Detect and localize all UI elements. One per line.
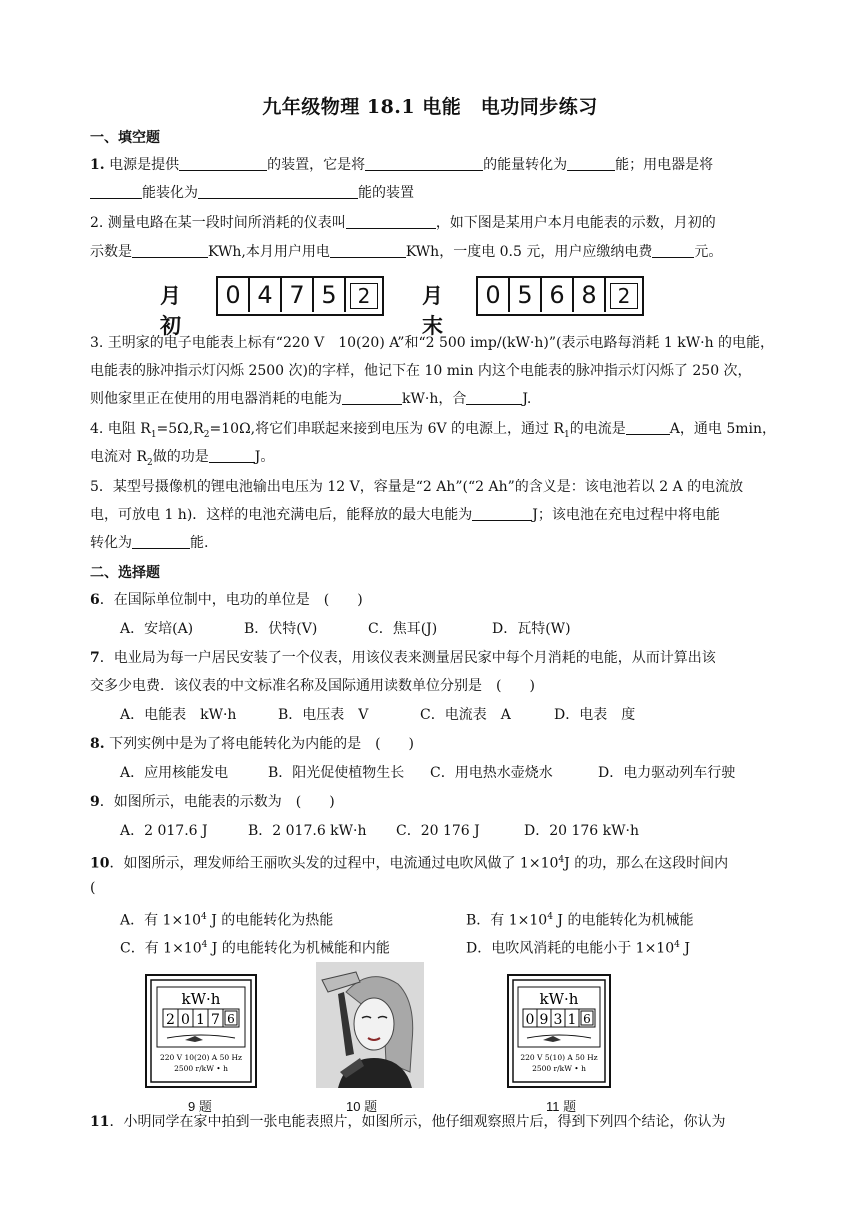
meter-digit: 2 — [166, 1012, 175, 1028]
question-10-options — [120, 907, 760, 957]
q1-text: 能；用电器是将 — [615, 157, 714, 173]
superscript: 4 — [201, 912, 207, 922]
option-a[interactable] — [120, 907, 333, 931]
option-c[interactable] — [120, 935, 390, 959]
q8-text: 下列实例中是为了将电能转化为内能的是 ( ) — [104, 736, 414, 752]
subscript: 2 — [203, 429, 210, 440]
question-9-options — [120, 821, 639, 841]
q9-text: ．如图所示，电能表的示数为 ( ) — [99, 794, 335, 810]
answer-blank[interactable] — [342, 390, 402, 405]
q4-text: =5Ω,R — [156, 421, 204, 437]
meter-unit: kW·h — [181, 990, 221, 1008]
answer-blank[interactable] — [472, 506, 532, 521]
answer-blank[interactable] — [330, 243, 406, 258]
q10-text: J 的功，那么在这段时间内 — [564, 855, 729, 872]
digit: 4 — [250, 278, 282, 312]
question-6 — [90, 590, 770, 610]
option-text: J 的电能转化为机械能和内能 — [207, 940, 390, 957]
q4-text: 做的功是 — [152, 449, 209, 465]
answer-blank[interactable] — [132, 534, 190, 549]
digit: 8 — [574, 278, 606, 312]
question-11 — [90, 1112, 770, 1132]
question-3-line-2: 电能表的脉冲指示灯闪烁 2500 次)的字样，他记下在 10 min 内这个电能表的脉冲指示灯闪烁了 250 次， — [90, 363, 752, 379]
q1-text: 的装置，它是将 — [267, 157, 366, 173]
question-3-line-1: 3. 王明家的电子电能表上标有“220 V 10(20) A”和“2 500 imp/(kW·h)”(表示电路每消耗 1 kW·h 的电能， — [90, 335, 775, 351]
answer-blank[interactable] — [209, 448, 255, 463]
option-b[interactable]: B．伏特(V) — [244, 621, 318, 637]
meter-digit: 1 — [196, 1012, 205, 1028]
answer-blank[interactable] — [626, 420, 670, 435]
section-fill-in: 一、填空题 — [90, 130, 160, 146]
q4-text: 4. 电阻 R — [90, 421, 151, 437]
meter-spec: 2500 r/kW • h — [174, 1064, 228, 1073]
question-7-number: 7 — [90, 650, 100, 666]
question-10-line-2: ( — [90, 880, 96, 896]
section-multiple-choice: 二、选择题 — [90, 565, 160, 581]
option-a[interactable]: A．2 017.6 J — [120, 823, 208, 839]
meter-unit: kW·h — [539, 990, 579, 1008]
digit: 5 — [510, 278, 542, 312]
question-8 — [90, 734, 770, 754]
option-text: D．电吹风消耗的电能小于 1×10 — [466, 940, 675, 957]
q7-text: ．电业局为每一户居民安装了一个仪表，用该仪表来测量居民家中每个月消耗的电能，从而计算出该 — [99, 650, 716, 666]
option-a[interactable]: A．电能表 kW·h — [120, 707, 237, 723]
question-1-number: 1. — [90, 157, 105, 173]
question-10-number: 10 — [90, 855, 110, 872]
q10-text: ．如图所示，理发师给王丽吹头发的过程中，电流通过电吹风做了 1×10 — [109, 855, 559, 872]
question-8-number: 8. — [90, 736, 105, 752]
page-title: 九年级物理 18.1 电能 电功同步练习 — [262, 96, 598, 118]
option-a[interactable]: A．安培(A) — [120, 621, 194, 637]
question-11-number: 11 — [90, 1114, 110, 1130]
caption-q9: 9 题 — [188, 1099, 212, 1114]
option-b[interactable]: B．电压表 V — [278, 707, 369, 723]
q3-text: 则他家里正在使用的用电器消耗的电能为 — [90, 391, 342, 407]
q2-text: KWh,本月用户用电 — [208, 244, 330, 260]
answer-blank[interactable] — [567, 156, 615, 171]
question-4-line-1 — [90, 419, 777, 445]
option-d[interactable]: D．电力驱动列车行驶 — [598, 765, 736, 781]
meter-digit: 1 — [567, 1012, 577, 1028]
q5-text: 电，可放电 1 h)．这样的电池充满电后，能释放的最大电能为 — [90, 507, 473, 523]
superscript: 4 — [558, 855, 565, 865]
option-b[interactable] — [466, 907, 693, 931]
option-d[interactable] — [466, 935, 690, 959]
question-1-line-2 — [90, 183, 770, 203]
decimal-digit — [346, 278, 382, 312]
meter-digit: 7 — [211, 1012, 220, 1028]
question-7-line-1 — [90, 648, 770, 668]
electric-meter-icon — [145, 974, 257, 1088]
answer-blank[interactable] — [132, 243, 208, 258]
q4-text: A，通电 5min， — [669, 421, 777, 437]
option-c[interactable]: C．焦耳(J) — [368, 621, 438, 637]
decimal-digit-value: 2 — [350, 283, 378, 309]
option-text: C．有 1×10 — [120, 940, 202, 957]
answer-blank[interactable] — [198, 184, 358, 199]
figure-hairdryer-q10 — [316, 962, 424, 1088]
question-10-line-1 — [90, 850, 770, 874]
meter-digit: 9 — [539, 1012, 549, 1028]
superscript: 4 — [201, 940, 208, 950]
question-3-line-3 — [90, 389, 770, 409]
question-5-line-3 — [90, 533, 770, 553]
option-text: J 的电能转化为机械能 — [552, 912, 694, 929]
question-6-number: 6 — [90, 592, 100, 608]
decimal-digit-value: 2 — [610, 283, 638, 309]
meter-decimal-digit: 6 — [227, 1012, 235, 1026]
q6-text: ．在国际单位制中，电功的单位是 ( ) — [99, 592, 363, 608]
q5-text: J；该电池在充电过程中将电能 — [532, 507, 720, 523]
q4-text: J。 — [254, 449, 275, 465]
q3-text: kW·h，合 — [402, 391, 467, 407]
figure-meter-q9 — [145, 974, 257, 1088]
question-4-line-2 — [90, 447, 770, 473]
q2-text: ，如下图是某用户本月电能表的示数，月初的 — [435, 215, 716, 231]
q2-text: 2. 测量电路在某一段时间所消耗的仪表叫 — [90, 215, 346, 231]
q1-text: 的能量转化为 — [483, 157, 568, 173]
option-c[interactable]: C．用电热水壶烧水 — [430, 765, 553, 781]
q1-text: 能装化为 — [142, 185, 198, 201]
option-text: J — [679, 940, 690, 957]
q11-text: ．小明同学在家中拍到一张电能表照片，如图所示，他仔细观察照片后，得到下列四个结论，你认为 — [109, 1114, 726, 1130]
meter-spec: 2500 r/kW • h — [532, 1064, 586, 1073]
month-end-digits — [476, 276, 644, 316]
question-9 — [90, 792, 770, 812]
caption-q11: 11 题 — [546, 1099, 577, 1114]
q2-text: 示数是 — [90, 244, 132, 260]
option-c[interactable]: C．20 176 J — [396, 823, 480, 839]
q1-text: 电源是提供 — [109, 157, 180, 173]
question-2-line-1 — [90, 213, 770, 233]
month-end-label: 月末 — [422, 284, 443, 338]
question-6-options — [120, 619, 571, 639]
question-5-line-2 — [90, 505, 770, 525]
hairdryer-illustration-icon — [316, 962, 424, 1088]
option-b[interactable]: B．阳光促使植物生长 — [268, 765, 405, 781]
answer-blank[interactable] — [179, 156, 267, 171]
option-text: B．有 1×10 — [466, 912, 548, 929]
option-d[interactable]: D．电表 度 — [554, 707, 636, 723]
q4-text: 电流对 R — [90, 449, 147, 465]
superscript: 4 — [674, 940, 680, 950]
subscript: 1 — [150, 429, 157, 440]
caption-q10: 10 题 — [346, 1099, 378, 1114]
question-2-line-2 — [90, 242, 770, 262]
question-7-options — [120, 705, 635, 725]
option-text: A．有 1×10 — [120, 912, 202, 929]
option-d[interactable]: D．20 176 kW·h — [524, 823, 640, 839]
q3-text: J. — [522, 391, 532, 407]
question-5-line-1: 5．某型号摄像机的锂电池输出电压为 12 V，容量是“2 Ah”(“2 Ah”的含义是：该电池若以 2 A 的电流放 — [90, 479, 744, 495]
superscript: 4 — [547, 912, 553, 922]
question-8-options — [120, 763, 735, 783]
meter-digit: 0 — [525, 1012, 535, 1028]
digit: 5 — [314, 278, 346, 312]
digit: 0 — [218, 278, 250, 312]
question-7-line-2: 交多少电费．该仪表的中文标准名称及国际通用读数单位分别是 ( ) — [90, 678, 535, 694]
q2-text: KWh，一度电 0.5 元，用户应缴纳电费 — [405, 244, 653, 260]
q1-text: 能的装置 — [358, 185, 414, 201]
meter-spec: 220 V 5(10) A 50 Hz — [520, 1053, 598, 1062]
decimal-digit — [606, 278, 642, 312]
meter-digit: 3 — [553, 1012, 563, 1028]
option-d[interactable]: D．瓦特(W) — [492, 621, 571, 637]
answer-blank[interactable] — [365, 156, 483, 171]
option-b[interactable]: B．2 017.6 kW·h — [248, 823, 367, 839]
digit: 6 — [542, 278, 574, 312]
meter-digit: 0 — [181, 1012, 190, 1028]
subscript: 1 — [564, 429, 570, 440]
q4-text: =10Ω,将它们串联起来接到电压为 6V 的电源上，通过 R — [209, 421, 565, 437]
month-start-digits — [216, 276, 384, 316]
meter-spec: 220 V 10(20) A 50 Hz — [159, 1053, 243, 1062]
month-start-label: 月初 — [160, 284, 181, 338]
subscript: 2 — [147, 457, 153, 468]
answer-blank[interactable] — [346, 214, 436, 229]
figure-meter-q11 — [507, 974, 611, 1088]
answer-blank[interactable] — [466, 390, 522, 405]
answer-blank[interactable] — [90, 184, 142, 199]
option-c[interactable]: C．电流表 A — [420, 707, 511, 723]
digit: 7 — [282, 278, 314, 312]
question-1-line-1 — [90, 155, 770, 175]
option-text: J 的电能转化为热能 — [206, 912, 334, 929]
q2-text: 元。 — [694, 244, 723, 260]
question-9-number: 9 — [90, 794, 100, 810]
digit: 0 — [478, 278, 510, 312]
answer-blank[interactable] — [652, 243, 694, 258]
q4-text: 的电流是 — [569, 421, 626, 437]
meter-decimal-digit: 6 — [583, 1012, 591, 1026]
electric-meter-icon — [507, 974, 611, 1088]
option-a[interactable]: A．应用核能发电 — [120, 765, 229, 781]
q5-text: 转化为 — [90, 535, 132, 551]
q5-text: 能. — [190, 535, 209, 551]
